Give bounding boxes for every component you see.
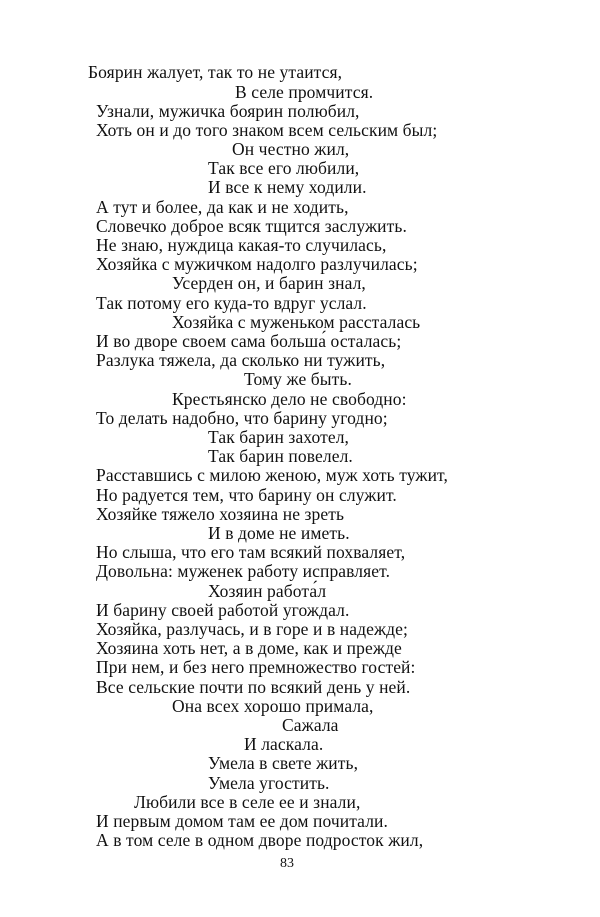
poem-line: Не знаю, нуждица какая-то случилась, xyxy=(96,235,387,255)
poem-line: И во дворе своем сама больша́ осталась; xyxy=(96,331,402,351)
poem-line: Крестьянско дело не свободно: xyxy=(172,389,407,409)
poem-line: Хозяйка с муженьком рассталась xyxy=(172,312,421,332)
poem-line: И в доме не иметь. xyxy=(208,523,350,543)
poem-line: Хозяйке тяжело хозяина не зреть xyxy=(96,504,345,524)
poem-line: Он честно жил, xyxy=(232,139,350,159)
poem-line: То делать надобно, что барину угодно; xyxy=(96,408,388,428)
poem-line: Расставшись с милою женою, муж хоть тужит, xyxy=(96,465,448,485)
poem-line: И все к нему ходили. xyxy=(208,177,367,197)
poem-line: Она всех хорошо примала, xyxy=(172,696,374,716)
poem-line: Усерден он, и барин знал, xyxy=(172,273,366,293)
poem-line: Хозяин работа́л xyxy=(208,581,327,601)
poem-line: Боярин жалует, так то не утаится, xyxy=(88,62,343,82)
poem-line: Хозяина хоть нет, а в доме, как и прежде xyxy=(96,638,402,658)
poem-line: Узнали, мужичка боярин полюбил, xyxy=(96,101,360,121)
poem-line: Хоть он и до того знаком всем сельским был; xyxy=(96,120,438,140)
poem-line: А в том селе в одном дворе подросток жил, xyxy=(96,830,424,850)
poem-line: И барину своей работой угождал. xyxy=(96,600,350,620)
poem-line: Сажала xyxy=(282,715,339,735)
poem-line: Так барин повелел. xyxy=(208,446,353,466)
poem-line: При нем, и без него премножество гостей: xyxy=(96,657,416,677)
poem-line: Хозяйка, разлучась, и в горе и в надежде; xyxy=(96,619,409,639)
poem-line: Но радуется тем, что барину он служит. xyxy=(96,485,397,505)
poem-line: И первым домом там ее дом почитали. xyxy=(96,811,388,831)
page-number: 83 xyxy=(280,856,294,871)
poem-line: Тому же быть. xyxy=(244,369,352,389)
poem-line: Все сельские почти по всякий день у ней. xyxy=(96,677,411,697)
poem-line: Умела угостить. xyxy=(208,773,330,793)
poem-line: Так все его любили, xyxy=(208,158,360,178)
poem-line: Умела в свете жить, xyxy=(208,753,359,773)
poem-line: Довольна: муженек работу исправляет. xyxy=(96,561,391,581)
poem-line: А тут и более, да как и не ходить, xyxy=(96,197,349,217)
poem-line: Любили все в селе ее и знали, xyxy=(134,792,361,812)
poem-line: И ласкала. xyxy=(244,734,324,754)
poem-line: Так потому его куда-то вдруг услал. xyxy=(96,293,367,313)
poem-line: Но слыша, что его там всякий похваляет, xyxy=(96,542,406,562)
poem-line: В селе промчится. xyxy=(235,82,374,102)
poem-line: Так барин захотел, xyxy=(208,427,350,447)
poem-line: Разлука тяжела, да сколько ни тужить, xyxy=(96,350,386,370)
poem-line: Словечко доброе всяк тщится заслужить. xyxy=(96,216,407,236)
poem-line: Хозяйка с мужичком надолго разлучилась; xyxy=(96,254,418,274)
